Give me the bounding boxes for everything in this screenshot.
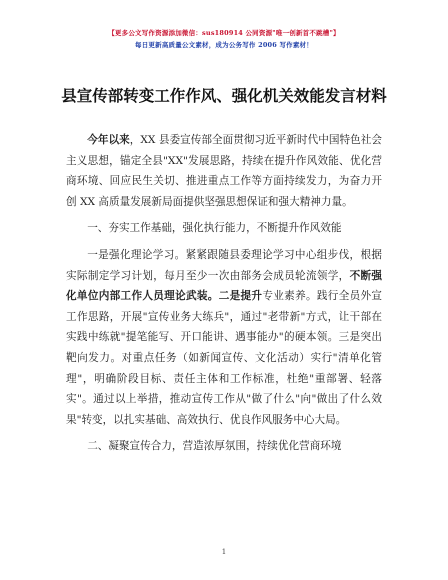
document-title: 县宣传部转变工作作风、强化机关效能发言材料 [61, 87, 387, 105]
intro-paragraph [66, 130, 382, 212]
intro-text: ，XX 县委宣传部全面贯彻习近平新时代中国特色社会主义思想，锚定全县"XX"发展思路，持续在提升作风效能、优化营商环境、回应民生关切、推进重点工作等方面持续发力，为奋力开创 XX 高质量发展新局面提供坚强思想保证和强大精神力量。 [66, 134, 383, 208]
promo-banner-line-2: 每日更新高质量公文素材，成为公务写作 2006 写作素材！ [135, 41, 313, 49]
document-body [66, 130, 382, 457]
section-1-text-b: 不断强化单位内部工作人员理论武装。二是提升 [66, 269, 383, 303]
intro-lead: 今年以来 [87, 134, 130, 146]
section-1-paragraph [66, 245, 382, 430]
section-heading-1: 一、夯实工作基础，强化执行能力，不断提升作风效能 [87, 222, 342, 235]
section-1-text-c: 专业素养。践行全员外宣工作思路，开展"宣传业务大练兵"，通过"老带新"方式，让干部在实践中练就"提笔能写、开口能讲、遇事能办"的硬本领。三是突出靶向发力。对重点任务（如新闻宣传、文化活动）实行"清单化管理"，明确阶段目标、责任主体和工作标准，杜绝"重部署、轻落实"。通过以上举措，推动宣传工作从"做了什么"向"做出了什么效果"转变，以扎实基础、高效执行、优良作风服务中心大局。 [66, 290, 383, 426]
promo-banner-line-1: 【更多公文写作资源添加微信：sus180914 公同资源"唯一创新首不跳槽"】 [108, 29, 340, 37]
section-1-text-a: 一是强化理论学习。紧紧跟随县委理论学习中心组步伐，根据实际制定学习计划，每月至少一次由部务会成员轮流领学， [66, 248, 382, 282]
page-number: 1 [221, 548, 227, 556]
section-heading-2: 二、凝聚宣传合力，营造浓厚氛围，持续优化营商环境 [87, 440, 342, 453]
